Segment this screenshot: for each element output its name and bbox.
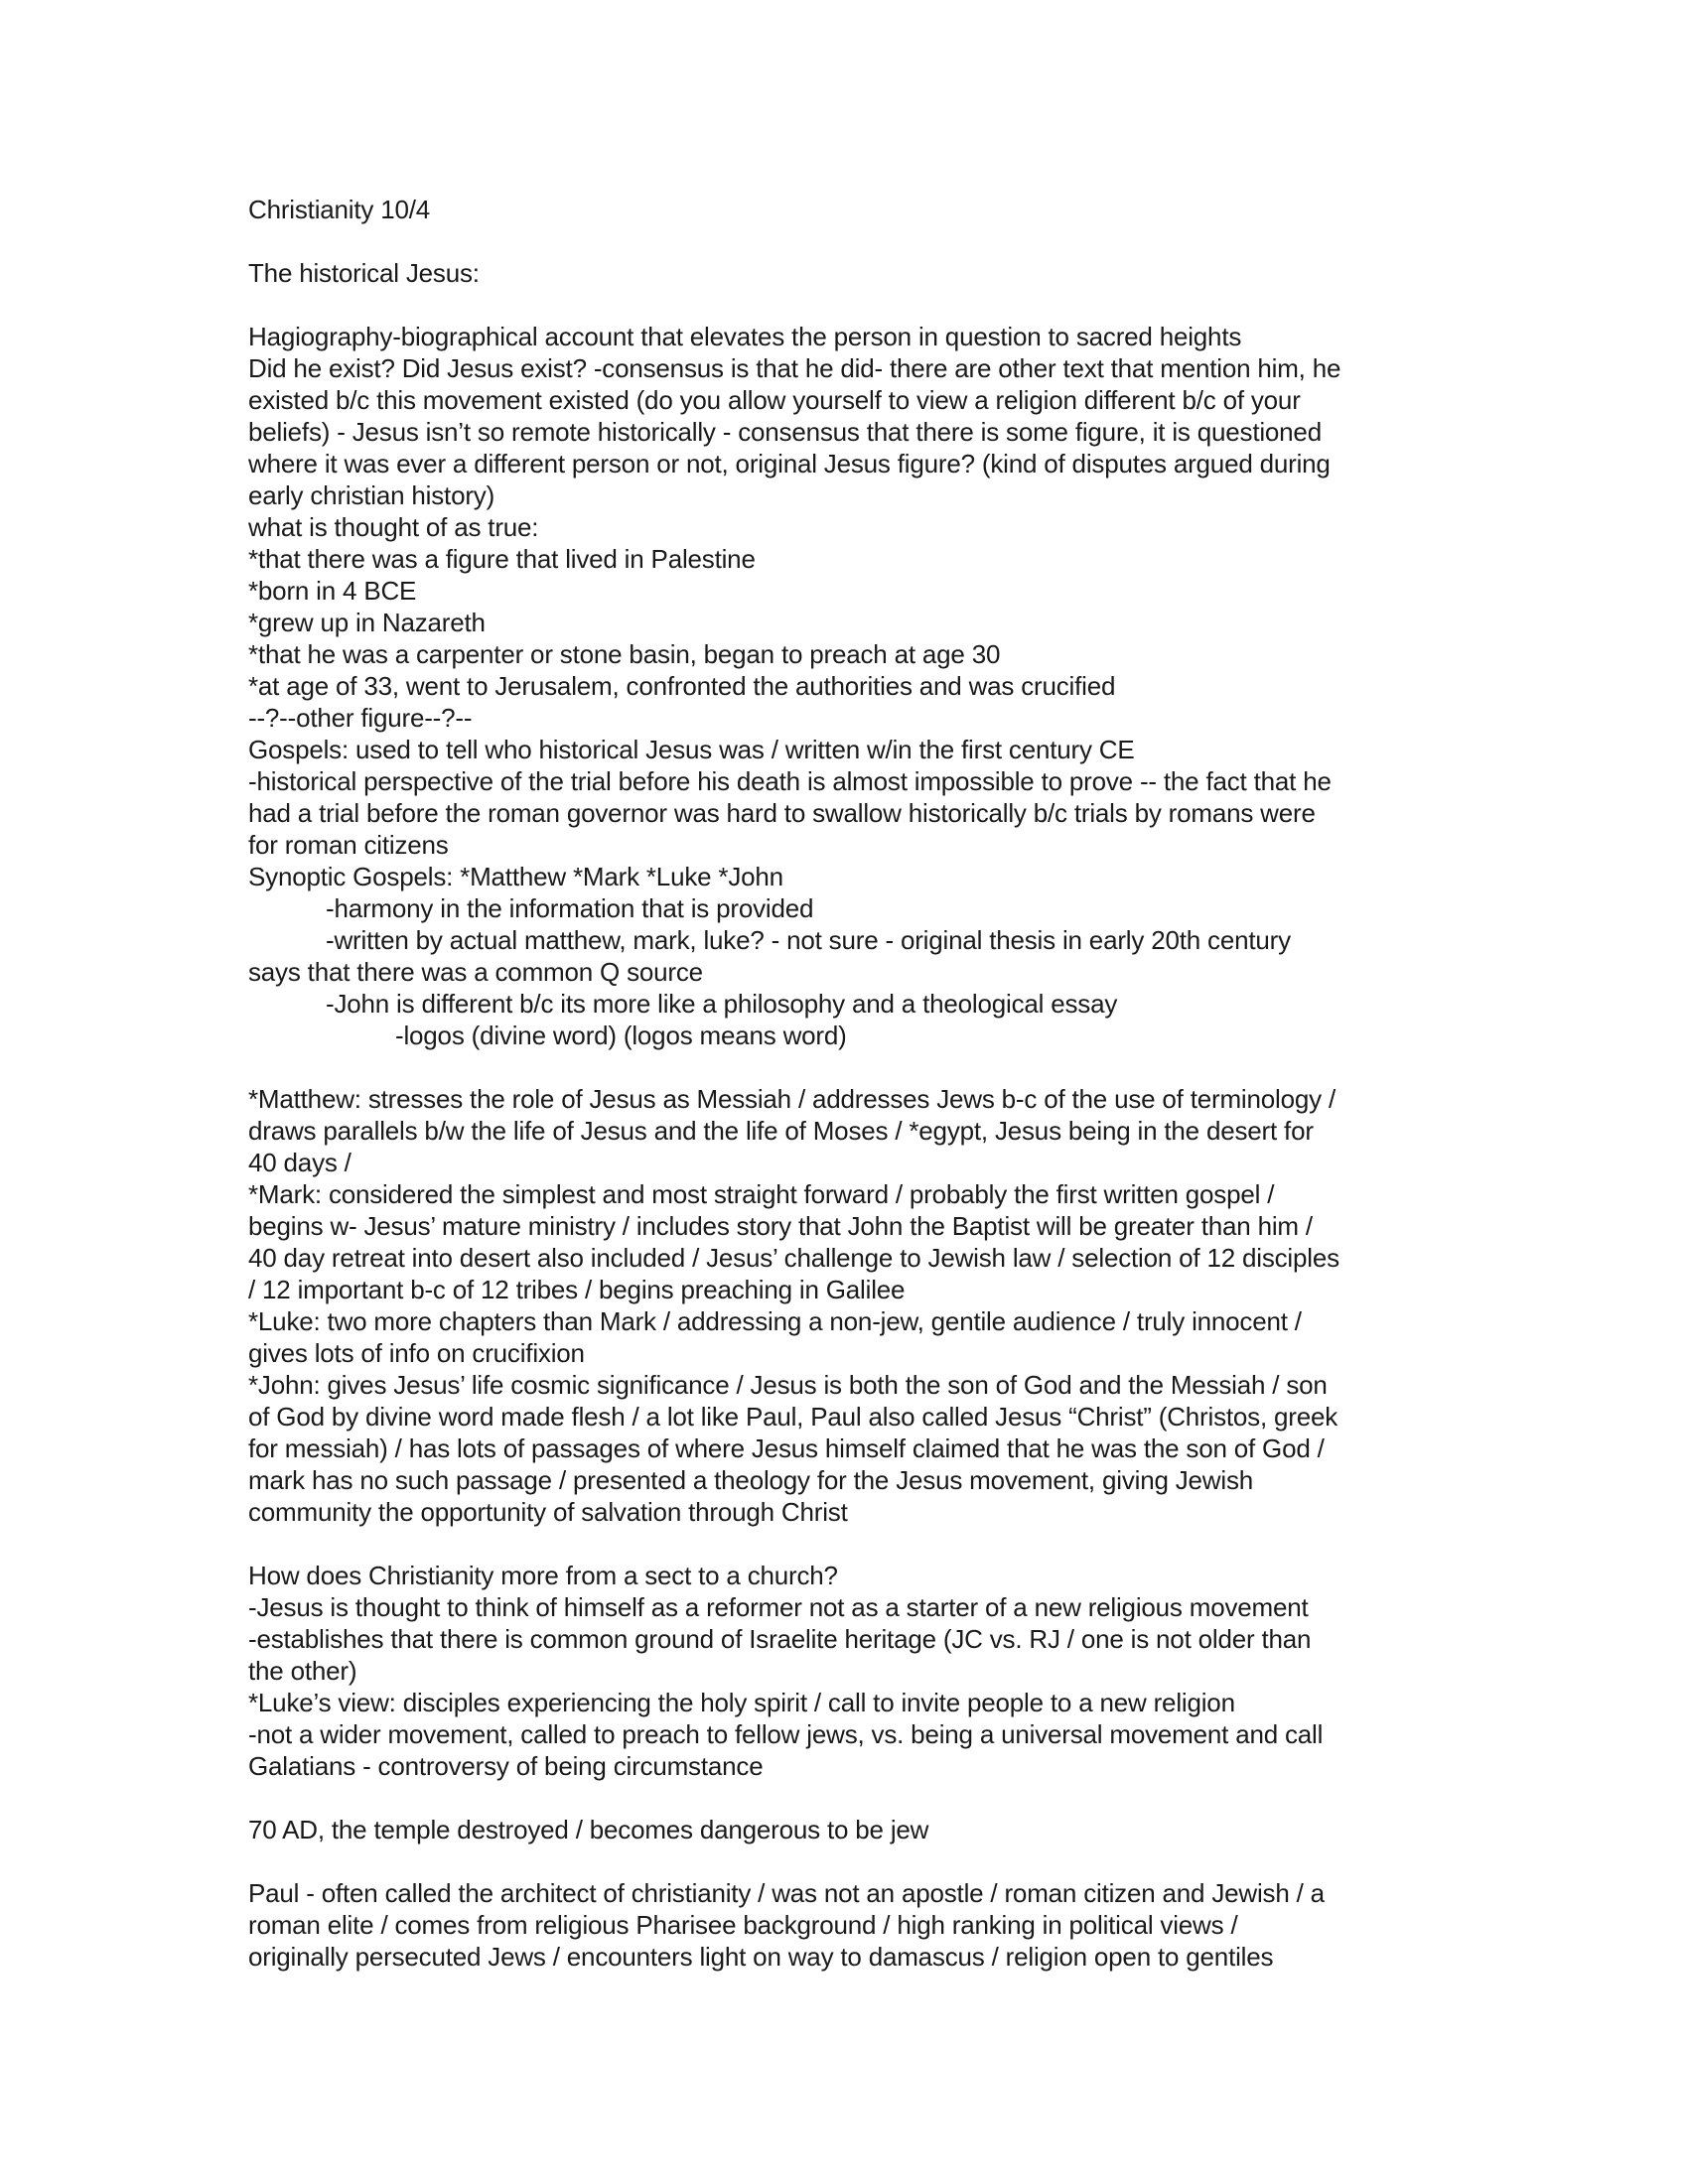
text-line: -historical perspective of the trial before his death is almost impossible to prove -- the fact that he xyxy=(248,766,1332,796)
text-line: *born in 4 BCE xyxy=(248,576,417,606)
text-line: 40 day retreat into desert also included / Jesus’ challenge to Jewish law / selection of 12 disciples xyxy=(248,1243,1339,1273)
text-line: The historical Jesus: xyxy=(248,258,480,288)
text-line: for roman citizens xyxy=(248,830,449,860)
blank-line xyxy=(248,289,1470,321)
text-line: had a trial before the roman governor was hard to swallow historically b/c trials by romans were xyxy=(248,798,1316,828)
text-line: -logos (divine word) (logos means word) xyxy=(395,1021,847,1050)
text-line: *Luke: two more chapters than Mark / addressing a non-jew, gentile audience / truly innocent / xyxy=(248,1306,1302,1336)
text-line: community the opportunity of salvation through Christ xyxy=(248,1497,848,1527)
text-line: *John: gives Jesus’ life cosmic significance / Jesus is both the son of God and the Messiah / son xyxy=(248,1370,1328,1400)
text-line: *Mark: considered the simplest and most straight forward / probably the first written gospel / xyxy=(248,1179,1275,1209)
document-content xyxy=(248,194,1470,1973)
text-line: -written by actual matthew, mark, luke? - not sure - original thesis in early 20th century xyxy=(326,925,1291,955)
blank-line xyxy=(248,1051,1470,1083)
text-line: draws parallels b/w the life of Jesus and the life of Moses / *egypt, Jesus being in the desert for xyxy=(248,1116,1314,1146)
text-line: Hagiography-biographical account that elevates the person in question to sacred heights xyxy=(248,322,1242,351)
blank-line xyxy=(248,1782,1470,1814)
text-line: / 12 important b-c of 12 tribes / begins preaching in Galilee xyxy=(248,1275,906,1304)
text-line: Did he exist? Did Jesus exist? -consensus is that he did- there are other text that mention him, he xyxy=(248,353,1341,383)
text-line: *that there was a figure that lived in Palestine xyxy=(248,544,756,574)
text-line: Galatians - controversy of being circumstance xyxy=(248,1751,764,1781)
text-line: 70 AD, the temple destroyed / becomes dangerous to be jew xyxy=(248,1815,929,1844)
text-line: Synoptic Gospels: *Matthew *Mark *Luke *John xyxy=(248,862,783,891)
text-line: early christian history) xyxy=(248,480,495,510)
text-line: roman elite / comes from religious Pharisee background / high ranking in political views / xyxy=(248,1910,1238,1940)
text-line: *Matthew: stresses the role of Jesus as Messiah / addresses Jews b-c of the use of terminology / xyxy=(248,1084,1336,1114)
text-line: where it was ever a different person or not, original Jesus figure? (kind of disputes argued during xyxy=(248,449,1331,478)
text-line: -Jesus is thought to think of himself as a reformer not as a starter of a new religious movement xyxy=(248,1592,1309,1622)
blank-line xyxy=(248,1845,1470,1877)
text-line: the other) xyxy=(248,1656,357,1686)
text-line: Christianity 10/4 xyxy=(248,195,431,224)
text-line: originally persecuted Jews / encounters light on way to damascus / religion open to gentiles xyxy=(248,1942,1274,1972)
text-line: 40 days / xyxy=(248,1148,352,1177)
text-line: for messiah) / has lots of passages of where Jesus himself claimed that he was the son of God / xyxy=(248,1433,1325,1463)
text-line: *grew up in Nazareth xyxy=(248,608,486,637)
text-line: -establishes that there is common ground of Israelite heritage (JC vs. RJ / one is not older than xyxy=(248,1624,1312,1654)
text-line: How does Christianity more from a sect to a church? xyxy=(248,1561,838,1590)
text-line: Paul - often called the architect of christianity / was not an apostle / roman citizen and Jewish / a xyxy=(248,1878,1325,1908)
text-line: what is thought of as true: xyxy=(248,512,539,542)
text-line: existed b/c this movement existed (do you allow yourself to view a religion different b/c of your xyxy=(248,385,1301,415)
blank-line xyxy=(248,225,1470,257)
text-line: *at age of 33, went to Jerusalem, confronted the authorities and was crucified xyxy=(248,671,1116,701)
text-line: mark has no such passage / presented a theology for the Jesus movement, giving Jewish xyxy=(248,1465,1254,1495)
blank-line xyxy=(248,1528,1470,1560)
text-line: --?--other figure--?-- xyxy=(248,703,473,733)
text-line: Gospels: used to tell who historical Jesus was / written w/in the first century CE xyxy=(248,735,1135,764)
text-line: -John is different b/c its more like a philosophy and a theological essay xyxy=(326,989,1118,1019)
text-line: beliefs) - Jesus isn’t so remote historically - consensus that there is some figure, it is questioned xyxy=(248,417,1322,447)
text-line: *that he was a carpenter or stone basin, began to preach at age 30 xyxy=(248,639,1001,669)
text-line: of God by divine word made flesh / a lot like Paul, Paul also called Jesus “Christ” (Christos, greek xyxy=(248,1402,1338,1432)
text-line: *Luke’s view: disciples experiencing the holy spirit / call to invite people to a new religion xyxy=(248,1688,1235,1717)
text-line: -not a wider movement, called to preach to fellow jews, vs. being a universal movement and call xyxy=(248,1719,1324,1749)
text-line: says that there was a common Q source xyxy=(248,957,703,987)
text-line: gives lots of info on crucifixion xyxy=(248,1338,585,1368)
text-line: -harmony in the information that is provided xyxy=(326,893,814,923)
text-line: begins w- Jesus’ mature ministry / includes story that John the Baptist will be greater than him / xyxy=(248,1211,1313,1241)
